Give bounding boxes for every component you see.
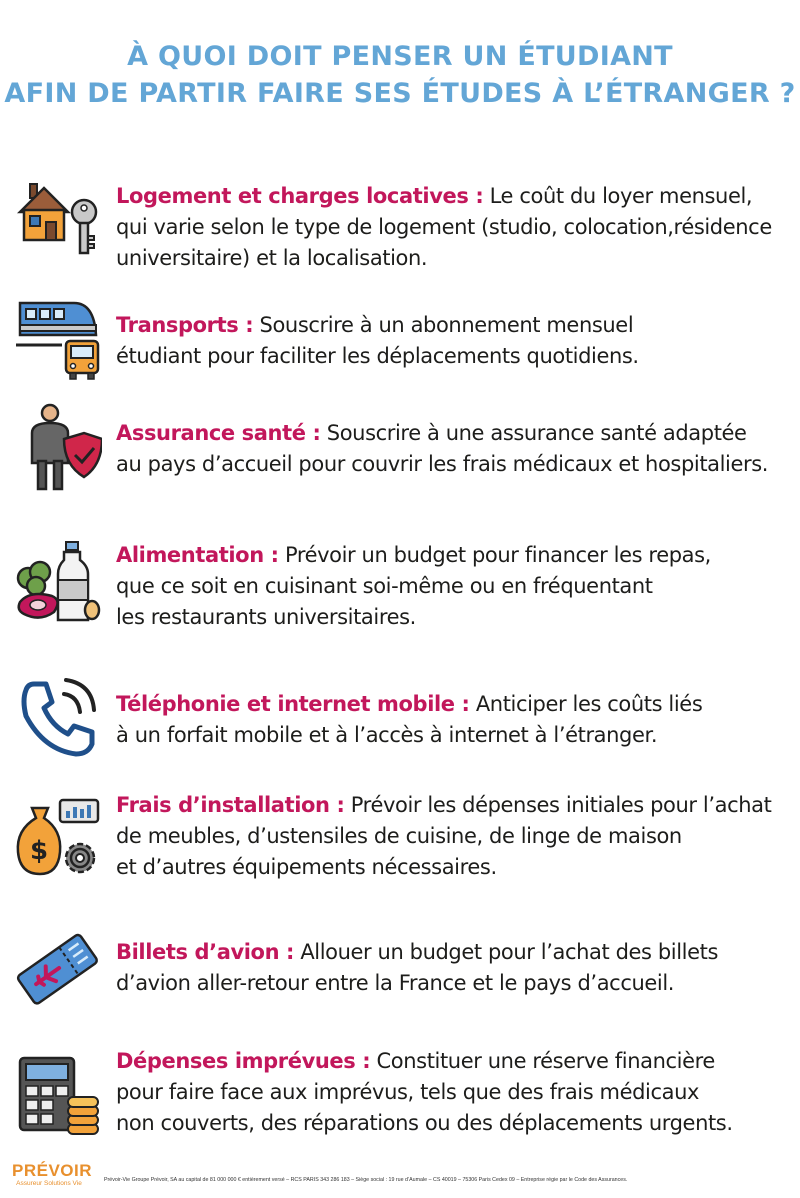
prevoir-logo xyxy=(12,1161,93,1188)
list-item-depenses-imprevues xyxy=(0,1046,800,1166)
plane-ticket-icon xyxy=(14,926,102,1014)
svg-text:$: $ xyxy=(29,836,49,866)
list-item-logement xyxy=(0,176,800,296)
calculator-coins-icon xyxy=(14,1054,102,1142)
item-text: Transports : Souscrire à un abonnement mensuel étudiant pour faciliter les déplacements quotidiens. xyxy=(116,313,639,368)
item-label: Transports : xyxy=(116,313,254,337)
item-label: Assurance santé : xyxy=(116,421,321,445)
title-line-1: À QUOI DOIT PENSER UN ÉTUDIANT xyxy=(127,41,673,72)
train-bus-icon xyxy=(14,295,102,383)
list-item-alimentation xyxy=(0,540,800,660)
list-item-frais-installation xyxy=(0,790,800,910)
groceries-icon xyxy=(14,540,102,628)
money-bag-gear-icon xyxy=(14,796,102,884)
legal-notice: Prévoir-Vie Groupe Prévoir, SA au capital de 81 000 000 € entièrement versé – RCS PARIS 343 286 183 – Siège social : 19 rue d’Aumale – CS 40019 – 75306 Paris Cedex 09 – Entreprise régie par le Code des Assurances. xyxy=(104,1177,628,1183)
person-shield-icon xyxy=(14,403,102,491)
item-text: Logement et charges locatives : Le coût du loyer mensuel, qui varie selon le type de logement (studio, colocation,résidence universitaire) et la localisation. xyxy=(116,184,772,270)
title-line-2: AFIN DE PARTIR FAIRE SES ÉTUDES À L’ÉTRANGER ? xyxy=(4,78,796,109)
phone-icon xyxy=(14,676,102,764)
item-label: Alimentation : xyxy=(116,543,279,567)
item-label: Dépenses imprévues : xyxy=(116,1049,371,1073)
item-text: Frais d’installation : Prévoir les dépenses initiales pour l’achat de meubles, d’ustensiles de cuisine, de linge de maison et d’autres équipements nécessaires. xyxy=(116,793,772,879)
list-item-billets-avion xyxy=(0,922,800,1042)
logo-tagline: Assureur Solutions Vie xyxy=(16,1180,82,1187)
list-item-telephonie xyxy=(0,674,800,794)
page-title xyxy=(0,38,800,112)
item-label: Frais d’installation : xyxy=(116,793,345,817)
house-key-icon xyxy=(14,178,102,266)
footer xyxy=(0,1150,800,1198)
item-label: Billets d’avion : xyxy=(116,940,295,964)
item-text: Alimentation : Prévoir un budget pour financer les repas, que ce soit en cuisinant soi-même ou en fréquentant les restaurants universitaires. xyxy=(116,543,711,629)
item-text: Assurance santé : Souscrire à une assurance santé adaptée au pays d’accueil pour couvrir les frais médicaux et hospitaliers. xyxy=(116,421,769,476)
item-label: Téléphonie et internet mobile : xyxy=(116,692,470,716)
logo-name: PRÉVOIR xyxy=(12,1161,93,1180)
item-text: Téléphonie et internet mobile : Anticiper les coûts liés à un forfait mobile et à l’accès à internet à l’étranger. xyxy=(116,692,703,747)
item-label: Logement et charges locatives : xyxy=(116,184,484,208)
list-item-assurance-sante xyxy=(0,403,800,523)
item-text: Dépenses imprévues : Constituer une réserve financière pour faire face aux imprévus, tels que des frais médicaux non couverts, des réparations ou des déplacements urgents. xyxy=(116,1049,733,1135)
list-item-transports xyxy=(0,295,800,415)
item-text: Billets d’avion : Allouer un budget pour l’achat des billets d’avion aller-retour entre la France et le pays d’accueil. xyxy=(116,940,718,995)
